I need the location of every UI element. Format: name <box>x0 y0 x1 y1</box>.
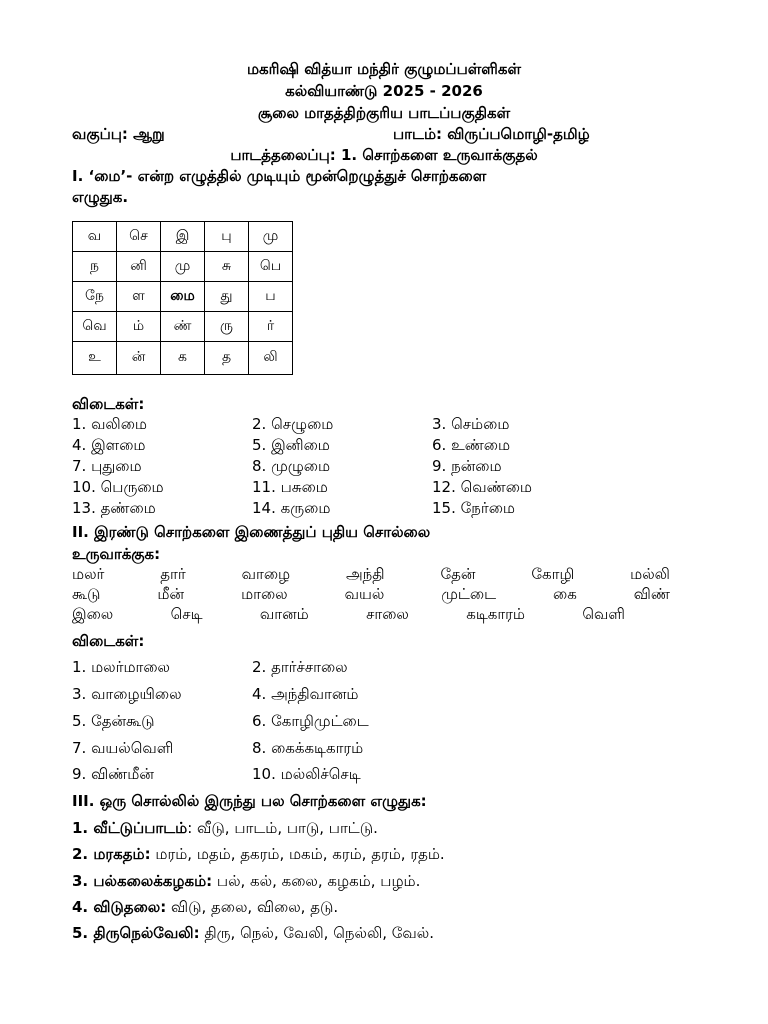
word-row <box>72 585 670 605</box>
section1-question-cont: எழுதுக. <box>72 188 129 206</box>
source-word: 1. வீட்டுப்பாடம் <box>72 819 188 837</box>
grid-cell: ண் <box>161 312 205 342</box>
source-word: 5. திருநெல்வேலி: <box>72 924 200 942</box>
grid-cell: ன் <box>117 342 161 375</box>
answer-item: 3. செம்மை <box>432 415 510 433</box>
word: தேன் <box>440 565 476 583</box>
grid-cell-highlight: மை <box>161 282 205 312</box>
answer-item: 4. இளமை <box>72 436 146 454</box>
derived-words-item <box>72 872 420 892</box>
answer-item: 1. மலர்மாலை <box>72 658 170 676</box>
word: வானம் <box>259 605 309 623</box>
derived-words: பல், கல், கலை, கழகம், பழம். <box>212 872 421 890</box>
letter-grid <box>72 221 293 375</box>
derived-words-item <box>72 924 434 944</box>
grid-cell: ரு <box>205 312 249 342</box>
section2-question-cont: உருவாக்குக: <box>72 545 161 563</box>
answer-item: 11. பசுமை <box>252 478 328 496</box>
word: வாழை <box>241 565 291 583</box>
word: அந்தி <box>346 565 385 583</box>
word: செடி <box>170 605 203 623</box>
grid-cell: ர் <box>249 312 293 342</box>
answer-item: 2. தார்ச்சாலை <box>252 658 348 676</box>
academic-year: கல்வியாண்டு 2025 - 2026 <box>285 82 483 100</box>
derived-words: விடு, தலை, விலை, தடு. <box>166 898 339 916</box>
answer-item: 6. உண்மை <box>432 436 511 454</box>
source-word: 3. பல்கலைக்கழகம்: <box>72 872 213 890</box>
answer-item: 9. நன்மை <box>432 457 502 475</box>
word: மீன் <box>157 585 185 603</box>
word: கடிகாரம் <box>466 605 526 623</box>
answer-item: 5. இனிமை <box>252 436 330 454</box>
grid-cell: ம் <box>117 312 161 342</box>
word: மல்லி <box>630 565 670 583</box>
answer-item: 5. தேன்கூடு <box>72 712 155 730</box>
answer-item: 15. நேர்மை <box>432 499 515 517</box>
grid-row <box>73 252 293 282</box>
derived-words-item <box>72 819 378 839</box>
word: கை <box>553 585 577 603</box>
answer-item: 14. கருமை <box>252 499 331 517</box>
answer-item: 8. முழுமை <box>252 457 331 475</box>
grid-cell: ந <box>73 252 117 282</box>
answer-item: 6. கோழிமுட்டை <box>252 712 369 730</box>
word: தார் <box>160 565 186 583</box>
subject-label: பாடம்: விருப்பமொழி-தமிழ் <box>393 125 590 143</box>
word: கோழி <box>531 565 575 583</box>
word: வயல் <box>344 585 385 603</box>
section2-answers-label: விடைகள்: <box>72 632 145 650</box>
answer-item: 9. விண்மீன் <box>72 765 154 783</box>
word: மலர் <box>72 565 105 583</box>
answer-item: 4. அந்திவானம் <box>252 685 359 703</box>
word: மாலை <box>241 585 288 603</box>
word: முட்டை <box>441 585 497 603</box>
grid-cell: து <box>205 282 249 312</box>
grid-cell: லி <box>249 342 293 375</box>
section1-answers-label: விடைகள்: <box>72 395 145 413</box>
source-word: 4. விடுதலை: <box>72 898 167 916</box>
grid-cell: வெ <box>73 312 117 342</box>
answer-item: 12. வெண்மை <box>432 478 533 496</box>
derived-words: மரம், மதம், தகரம், மகம், கரம், தரம், ரதம். <box>150 845 445 863</box>
answer-item: 13. தண்மை <box>72 499 156 517</box>
grid-cell: த <box>205 342 249 375</box>
grid-cell: பு <box>205 222 249 252</box>
word: இலை <box>72 605 114 623</box>
grid-cell: மு <box>161 252 205 282</box>
derived-words-item <box>72 845 445 865</box>
grid-cell: பெ <box>249 252 293 282</box>
grid-cell: ள <box>117 282 161 312</box>
grid-cell: உ <box>73 342 117 375</box>
class-label: வகுப்பு: ஆறு <box>72 125 165 143</box>
section3-question: III. ஒரு சொல்லில் இருந்து பல சொற்களை எழுதுக: <box>72 792 427 810</box>
grid-cell: சு <box>205 252 249 282</box>
source-word: 2. மரகதம்: <box>72 845 151 863</box>
grid-cell: ப <box>249 282 293 312</box>
word: விண் <box>633 585 670 603</box>
word: வெளி <box>582 605 625 623</box>
derived-words: : வீடு, பாடம், பாடு, பாட்டு. <box>187 819 378 837</box>
answer-item: 1. வலிமை <box>72 415 147 433</box>
answer-item: 8. கைக்கடிகாரம் <box>252 739 364 757</box>
word-row <box>72 565 670 585</box>
word: கூடு <box>72 585 101 603</box>
grid-row <box>73 282 293 312</box>
section2-question: II. இரண்டு சொற்களை இணைத்துப் புதிய சொல்லை <box>72 523 431 541</box>
grid-cell: நே <box>73 282 117 312</box>
answer-item: 10. பெருமை <box>72 478 164 496</box>
grid-cell: க <box>161 342 205 375</box>
grid-cell: னி <box>117 252 161 282</box>
grid-row <box>73 342 293 375</box>
answer-item: 7. வயல்வெளி <box>72 739 174 757</box>
derived-words: திரு, நெல், வேலி, நெல்லி, வேல். <box>199 924 434 942</box>
school-name: மகரிஷி வித்யா மந்திர் குழுமப்பள்ளிகள் <box>246 60 521 78</box>
lesson-title: பாடத்தலைப்பு: 1. சொற்களை உருவாக்குதல் <box>230 146 538 164</box>
answer-item: 7. புதுமை <box>72 457 142 475</box>
section1-question: I. ‘மை’- என்ற எழுத்தில் முடியும் மூன்றெழுத்துச் சொற்களை <box>72 167 487 185</box>
grid-row <box>73 312 293 342</box>
grid-cell: இ <box>161 222 205 252</box>
grid-row <box>73 222 293 252</box>
word-row <box>72 605 625 625</box>
word: சாலை <box>366 605 409 623</box>
derived-words-item <box>72 898 338 918</box>
grid-cell: மு <box>249 222 293 252</box>
answer-item: 2. செழுமை <box>252 415 334 433</box>
month-title: சூலை மாதத்திற்குரிய பாடப்பகுதிகள் <box>257 104 511 122</box>
answer-item: 3. வாழையிலை <box>72 685 182 703</box>
grid-cell: வ <box>73 222 117 252</box>
answer-item: 10. மல்லிச்செடி <box>252 765 361 783</box>
grid-cell: செ <box>117 222 161 252</box>
